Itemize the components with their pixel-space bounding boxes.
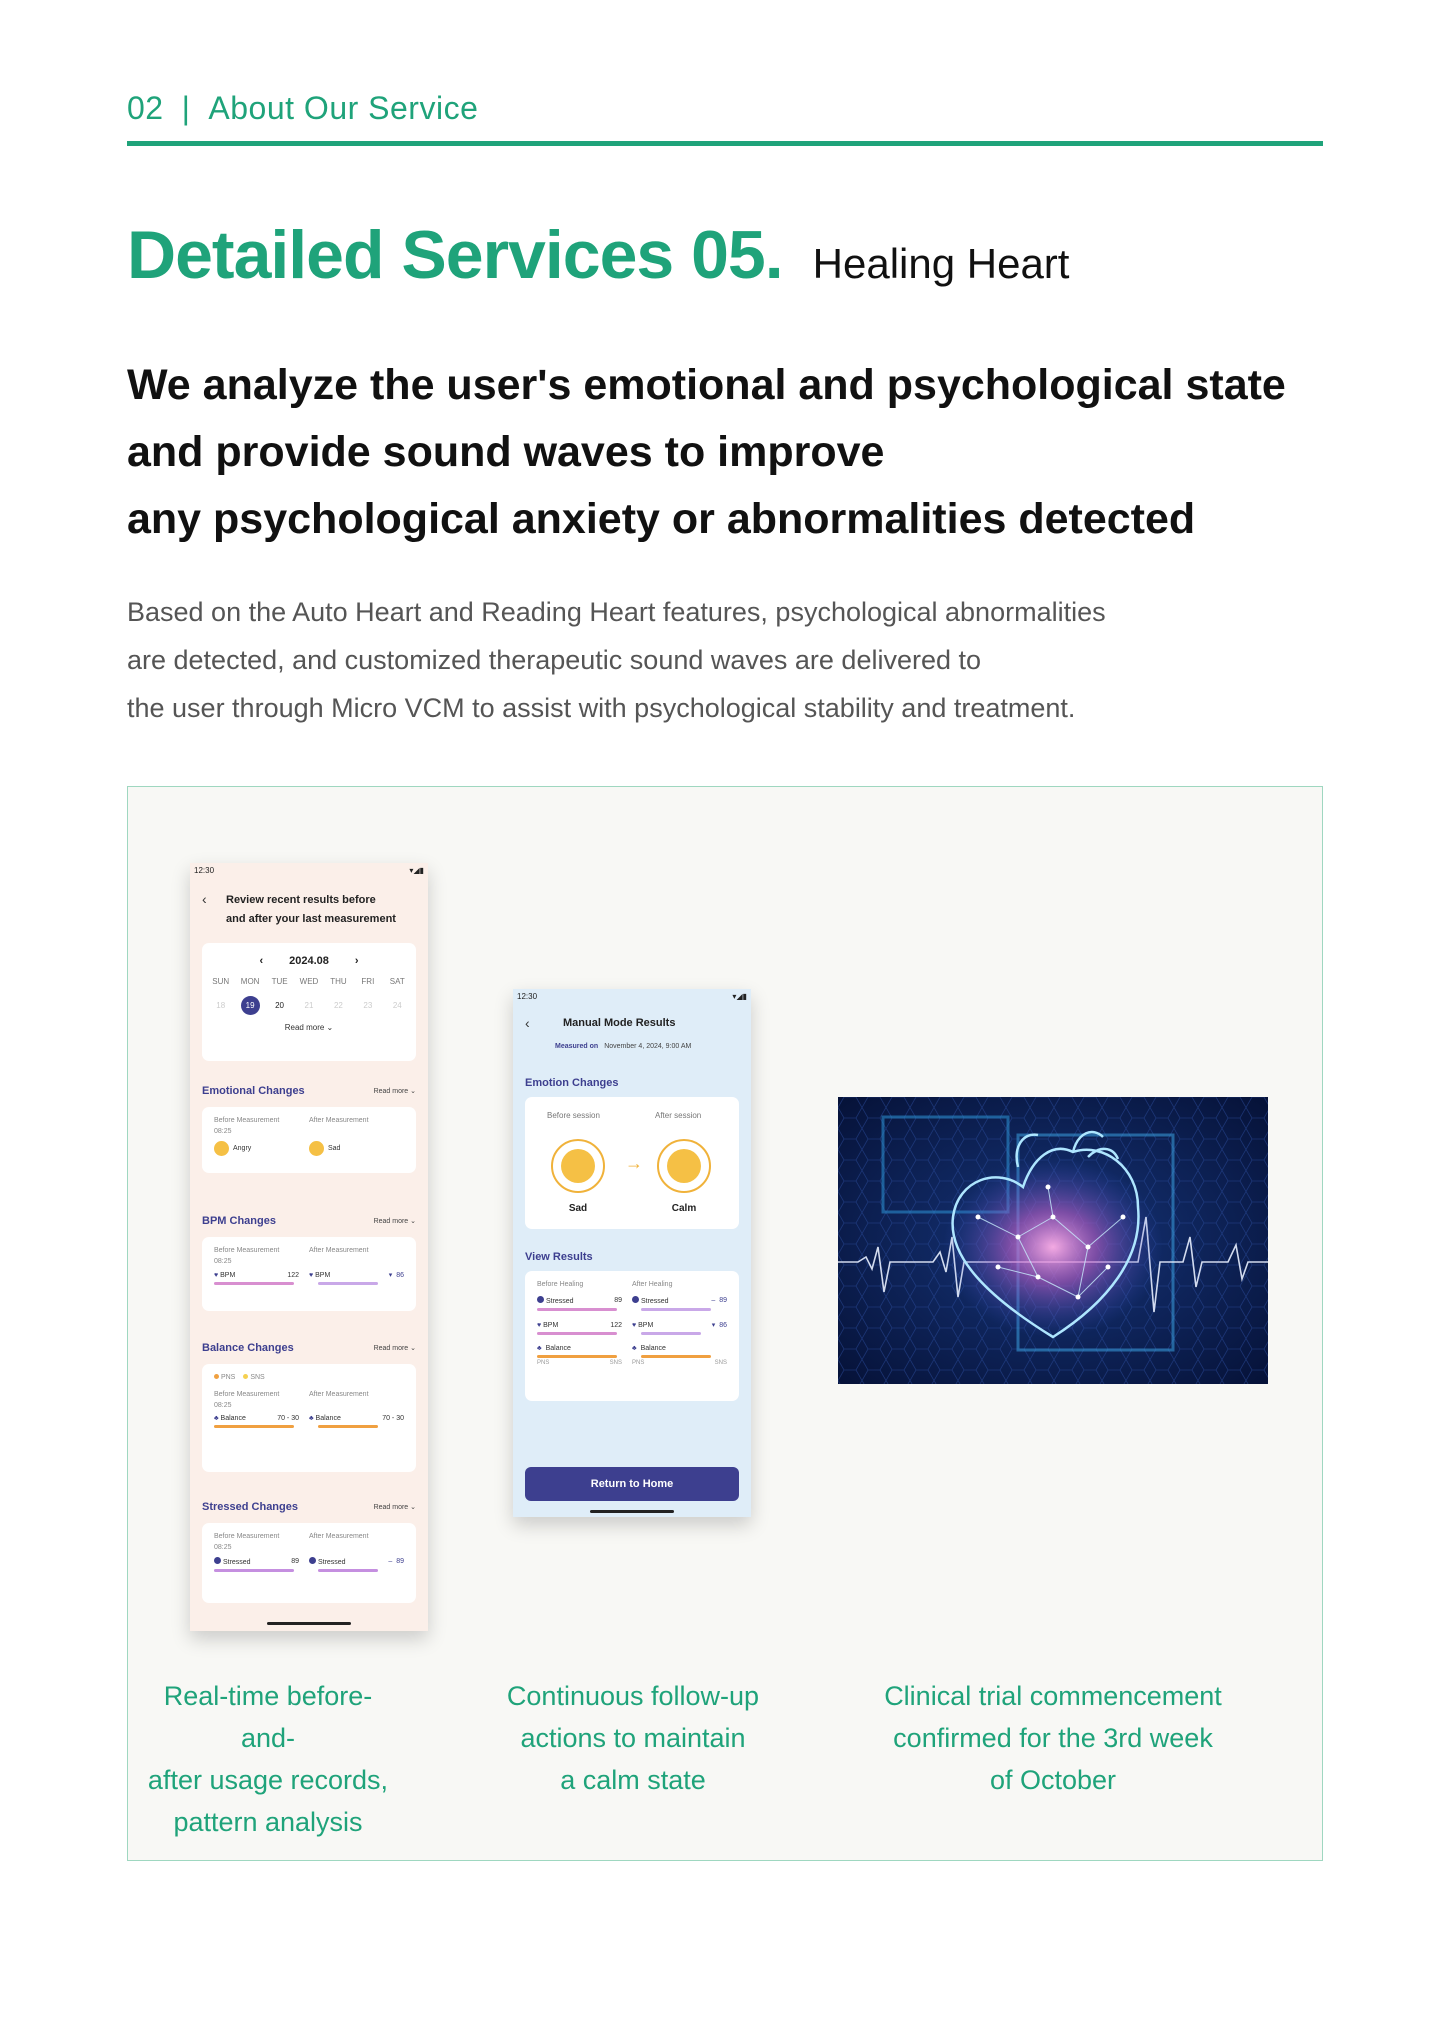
caption-records (138, 1675, 398, 1843)
caption-follow-up (468, 1675, 798, 1801)
calendar-card (202, 943, 416, 1061)
bpm-after-value: 86 (719, 1322, 727, 1329)
before-emotion: Sad (568, 1203, 588, 1214)
read-more-link[interactable]: Read more ⌄ (373, 1218, 416, 1225)
description (127, 588, 1277, 732)
weekday-label: MON (240, 977, 260, 986)
section-title: Balance Changes (202, 1342, 294, 1354)
emotional-changes-card (202, 1107, 416, 1173)
screen-title-line: and after your last measurement (226, 913, 396, 925)
legend-pns: PNS (220, 1374, 236, 1381)
heart-icon: ♥ (214, 1271, 219, 1279)
emotion-changes-title: Emotion Changes (525, 1077, 619, 1089)
caption-line: after usage records, (147, 1765, 389, 1795)
measure-time: 08:25 (214, 1128, 232, 1135)
sad-emoji-icon (309, 1141, 324, 1156)
heart-icon: ♥ (309, 1271, 314, 1279)
headline (127, 352, 1347, 553)
heart-icon: ♥ (537, 1321, 542, 1329)
measure-time: 08:25 (214, 1402, 232, 1409)
calendar-day[interactable]: 22 (333, 1001, 343, 1010)
stressed-before-value: 89 (614, 1297, 622, 1304)
after-label: After Measurement (309, 1247, 369, 1254)
weekday-label: SAT (389, 977, 405, 986)
calendar-day[interactable]: 21 (304, 1001, 314, 1010)
stressed-after-bar (318, 1569, 378, 1572)
bpm-changes-card (202, 1237, 416, 1311)
section-label (127, 90, 478, 127)
caption-line: Real-time before-and- (163, 1681, 373, 1753)
bpm-label: BPM (315, 1271, 331, 1279)
chevron-left-icon[interactable]: ‹ (259, 955, 264, 967)
stressed-label: Stressed (640, 1298, 669, 1305)
measured-on (555, 1043, 691, 1050)
after-label: After Measurement (309, 1391, 369, 1398)
screen-header (202, 891, 418, 929)
balance-label: Balance (545, 1345, 571, 1352)
balance-icon: ♣ (309, 1415, 314, 1422)
calendar-days (202, 996, 416, 1015)
calendar-read-more[interactable]: Read more ⌄ (284, 1023, 334, 1032)
legend-sns: SNS (250, 1374, 265, 1381)
balance-before-value: 70 - 30 (277, 1415, 299, 1422)
caption-line: of October (989, 1765, 1117, 1795)
calendar-day[interactable]: 24 (392, 1001, 402, 1010)
after-healing-label: After Healing (632, 1281, 673, 1288)
sns-label: SNS (714, 1360, 727, 1366)
caption-line: a calm state (560, 1765, 706, 1795)
before-emotion: Angry (233, 1145, 252, 1152)
pns-label: PNS (632, 1360, 645, 1366)
balance-after-value: 70 - 30 (382, 1415, 404, 1422)
balance-legend (202, 1364, 416, 1381)
bpm-after-value: 86 (396, 1272, 404, 1279)
headline-line: and provide sound waves to improve (127, 428, 885, 476)
after-label: After Measurement (309, 1533, 369, 1540)
before-label: Before Measurement (214, 1533, 280, 1540)
balance-after-bar (318, 1425, 378, 1428)
balance-label: Balance (315, 1415, 341, 1422)
stressed-dot-icon (632, 1296, 639, 1303)
status-icons: ▾◢▮ (732, 992, 747, 1001)
bpm-before-bar (537, 1332, 617, 1335)
angry-emoji-icon (214, 1141, 229, 1156)
header-divider (127, 141, 1323, 146)
stressed-before-value: 89 (291, 1558, 299, 1565)
before-label: Before Measurement (214, 1117, 280, 1124)
measure-time: 08:25 (214, 1544, 232, 1551)
caption-line: Clinical trial commencement (884, 1681, 1222, 1711)
stressed-after-value: 89 (719, 1297, 727, 1304)
emotional-changes-header (202, 1085, 416, 1097)
caption-line: confirmed for the 3rd week (893, 1723, 1213, 1753)
balance-before-bar (537, 1355, 617, 1358)
stressed-dot-icon (309, 1557, 316, 1564)
measured-value: November 4, 2024, 9:00 AM (604, 1043, 692, 1050)
weekday-label: THU (330, 977, 347, 986)
calendar-day[interactable]: 18 (216, 1001, 226, 1010)
stressed-dot-icon (214, 1557, 221, 1564)
headline-line: any psychological anxiety or abnormalities detected (127, 495, 1196, 543)
view-results-card (525, 1271, 739, 1401)
stressed-label: Stressed (317, 1559, 346, 1566)
calendar-weekdays (202, 977, 416, 986)
stressed-changes-header (202, 1501, 416, 1513)
stressed-after-value: 89 (396, 1558, 404, 1565)
weekday-label: TUE (271, 977, 288, 986)
status-icons: ▾◢▮ (409, 866, 424, 875)
description-line: are detected, and customized therapeutic sound waves are delivered to (127, 645, 982, 675)
balance-icon: ♣ (214, 1415, 219, 1422)
bpm-label: BPM (638, 1321, 654, 1329)
before-label: Before Measurement (214, 1247, 280, 1254)
before-session-label: Before session (547, 1111, 600, 1120)
section-title: Stressed Changes (202, 1501, 298, 1513)
section-number: 02 (127, 90, 164, 126)
down-arrow-icon: ▾ (388, 1272, 393, 1279)
description-line: Based on the Auto Heart and Reading Heart features, psychological abnormalities (127, 597, 1106, 627)
balance-label: Balance (220, 1415, 246, 1422)
section-separator: | (181, 90, 191, 126)
screen-title: Manual Mode Results (563, 1017, 676, 1029)
view-results-title: View Results (525, 1251, 593, 1263)
chevron-right-icon[interactable]: › (354, 955, 359, 967)
stressed-before-bar (537, 1308, 617, 1311)
bpm-after-bar (641, 1332, 701, 1335)
after-emotion: Sad (328, 1145, 341, 1152)
section-title: BPM Changes (202, 1215, 276, 1227)
balance-before-bar (214, 1425, 294, 1428)
screen-title-line: Review recent results before (226, 894, 376, 906)
after-session-label: After session (655, 1111, 702, 1120)
dash-icon: – (388, 1558, 393, 1565)
pns-label: PNS (537, 1360, 550, 1366)
status-time: 12:30 (517, 992, 538, 1001)
balance-icon: ♣ (632, 1345, 637, 1352)
sad-emoji-icon (551, 1139, 605, 1193)
home-indicator (267, 1622, 351, 1625)
screen-title (226, 891, 396, 929)
status-bar (194, 866, 424, 875)
back-icon[interactable]: ‹ (202, 891, 207, 907)
section-title: Emotional Changes (202, 1085, 305, 1097)
heart-icon: ♥ (632, 1321, 637, 1329)
bpm-before-value: 122 (610, 1321, 622, 1329)
calendar-month: 2024.08 (289, 955, 329, 967)
after-emotion: Calm (671, 1203, 697, 1214)
calendar-day[interactable]: 23 (363, 1001, 373, 1010)
page-title (127, 216, 1069, 294)
before-label: Before Measurement (214, 1391, 280, 1398)
weekday-label: FRI (361, 977, 375, 986)
caption-line: pattern analysis (173, 1807, 363, 1837)
caption-line: actions to maintain (520, 1723, 746, 1753)
caption-line: Continuous follow-up (506, 1681, 760, 1711)
balance-icon: ♣ (537, 1345, 542, 1352)
calendar-day[interactable]: 20 (275, 1001, 285, 1010)
measure-time: 08:25 (214, 1258, 232, 1265)
feature-panel (127, 786, 1323, 1861)
description-line: the user through Micro VCM to assist with psychological stability and treatment. (127, 693, 1076, 723)
calm-emoji-icon (657, 1139, 711, 1193)
bpm-after-bar (318, 1282, 378, 1285)
stressed-changes-card (202, 1523, 416, 1603)
emotion-changes-card (525, 1097, 739, 1229)
balance-changes-header (202, 1342, 416, 1354)
title-main: Detailed Services 05. (127, 217, 783, 293)
arrow-right-icon: → (625, 1153, 643, 1173)
calendar-month-nav (202, 955, 416, 967)
bpm-label: BPM (543, 1321, 559, 1329)
read-more-link[interactable]: Read more ⌄ (373, 1345, 416, 1352)
phone-screenshot-results (513, 989, 751, 1517)
healing-heart-image (838, 1097, 1268, 1384)
calendar-day-selected[interactable]: 19 (241, 996, 260, 1015)
back-icon[interactable]: ‹ (525, 1015, 530, 1031)
read-more-link[interactable]: Read more ⌄ (373, 1088, 416, 1095)
screen-header (525, 1015, 741, 1031)
before-healing-label: Before Healing (537, 1281, 584, 1288)
headline-line: We analyze the user's emotional and psychological state (127, 361, 1286, 409)
dash-icon: – (711, 1297, 716, 1304)
bpm-changes-header (202, 1215, 416, 1227)
stressed-after-bar (641, 1308, 711, 1311)
sns-label: SNS (609, 1360, 622, 1366)
caption-clinical-trial (838, 1675, 1268, 1801)
status-bar (517, 992, 747, 1001)
phone-screenshot-history (190, 863, 428, 1631)
section-name: About Our Service (208, 90, 479, 126)
down-arrow-icon: ▾ (711, 1322, 716, 1329)
stressed-label: Stressed (222, 1559, 251, 1566)
weekday-label: SUN (212, 977, 230, 986)
bpm-label: BPM (220, 1271, 236, 1279)
stressed-label: Stressed (545, 1298, 574, 1305)
balance-after-bar (641, 1355, 711, 1358)
bpm-before-bar (214, 1282, 294, 1285)
after-label: After Measurement (309, 1117, 369, 1124)
balance-label: Balance (640, 1345, 666, 1352)
balance-changes-card (202, 1364, 416, 1472)
home-indicator (590, 1510, 674, 1513)
stressed-before-bar (214, 1569, 294, 1572)
measured-label: Measured on (555, 1043, 599, 1050)
status-time: 12:30 (194, 866, 215, 875)
read-more-link[interactable]: Read more ⌄ (373, 1504, 416, 1511)
stressed-dot-icon (537, 1296, 544, 1303)
weekday-label: WED (299, 977, 319, 986)
return-home-button[interactable]: Return to Home (525, 1467, 739, 1501)
title-sub: Healing Heart (812, 240, 1070, 287)
bpm-before-value: 122 (287, 1271, 299, 1279)
